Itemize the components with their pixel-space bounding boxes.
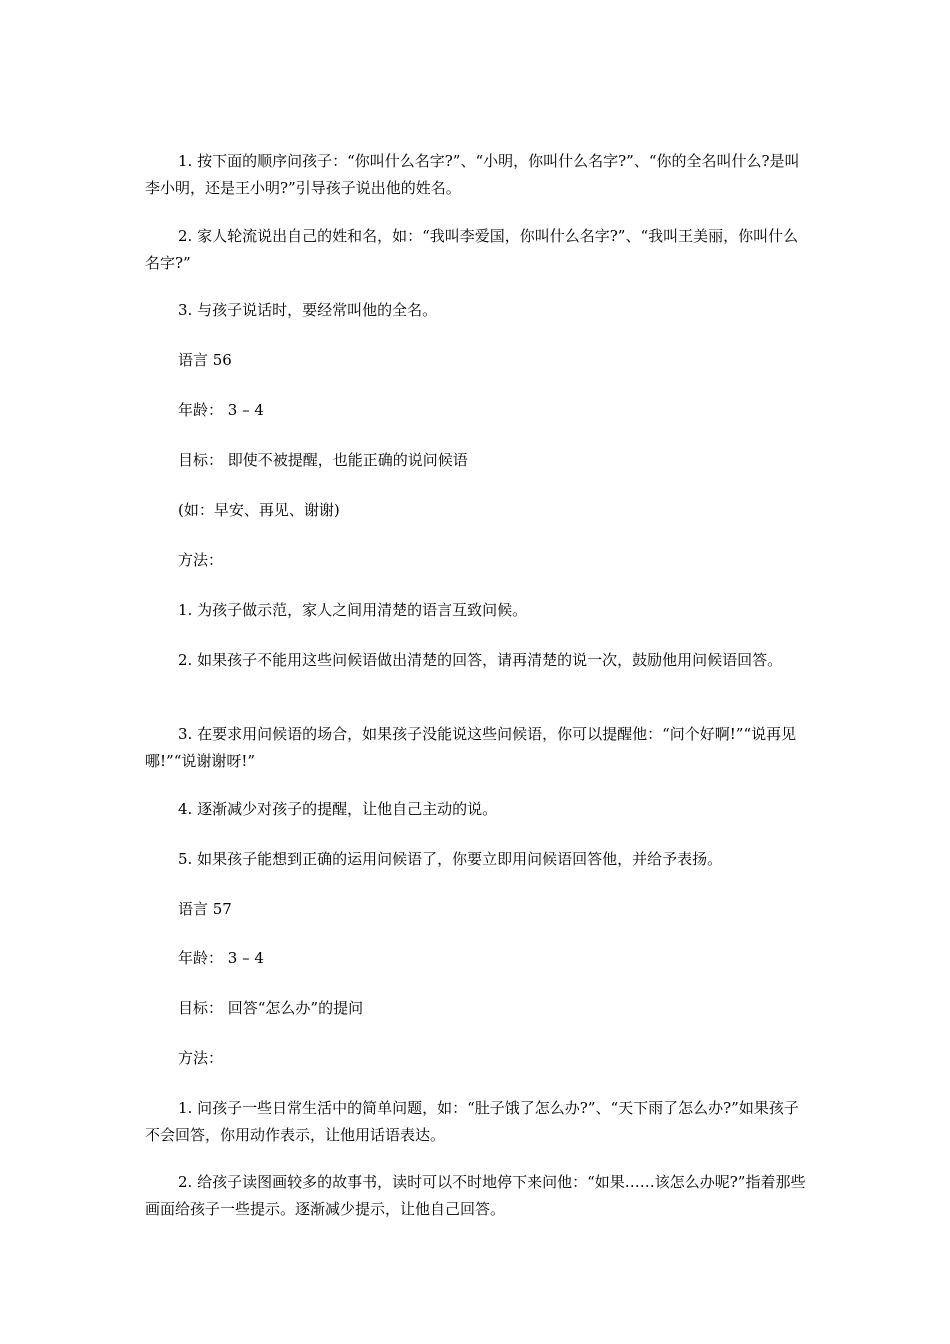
method-step-2-56: 2. 如果孩子不能用这些问候语做出清楚的回答，请再清楚的说一次，鼓励他用问候语回答。 <box>178 651 783 669</box>
method-step-4-56: 4. 逐渐减少对孩子的提醒，让他自己主动的说。 <box>178 800 498 818</box>
section-heading-language-57: 语言 57 <box>178 900 232 918</box>
paragraph-full-name: 3. 与孩子说话时，要经常叫他的全名。 <box>178 301 438 319</box>
method-step-1-57: 1. 问孩子一些日常生活中的简单问题，如：“肚子饿了怎么办?”、“天下雨了怎么办?”如果孩子不会回答，你用动作表示，让他用话语表达。 <box>145 1099 799 1144</box>
method-step-2-57: 2. 给孩子读图画较多的故事书，读时可以不时地停下来问他：“如果……该怎么办呢?”指着那些画面给孩子一些提示。逐渐减少提示，让他自己回答。 <box>145 1173 806 1218</box>
paragraph-family-names: 2. 家人轮流说出自己的姓和名，如：“我叫李爱国，你叫什么名字?”、“我叫王美丽，你叫什么名字?” <box>145 227 799 272</box>
method-label-57: 方法： <box>178 1049 224 1067</box>
method-label-56: 方法： <box>178 551 224 569</box>
goal-examples-56: (如：早安、再见、谢谢) <box>178 501 340 519</box>
method-step-3-56: 3. 在要求用问候语的场合，如果孩子没能说这些问候语，你可以提醒他：“问个好啊!”“说再见哪!”“说谢谢呀!” <box>145 725 797 770</box>
age-label-56: 年龄： 3 – 4 <box>178 401 264 419</box>
method-step-5-56: 5. 如果孩子能想到正确的运用问候语了，你要立即用问候语回答他，并给予表扬。 <box>178 850 723 868</box>
method-step-1-56: 1. 为孩子做示范，家人之间用清楚的语言互致问候。 <box>178 601 528 619</box>
paragraph-ask-name: 1. 按下面的顺序问孩子：“你叫什么名字?”、“小明，你叫什么名字?”、“你的全名叫什么?是叫李小明，还是王小明?”引导孩子说出他的姓名。 <box>145 152 800 197</box>
age-label-57: 年龄： 3 – 4 <box>178 949 264 967</box>
goal-label-56: 目标： 即使不被提醒，也能正确的说问候语 <box>178 451 468 469</box>
goal-label-57: 目标： 回答“怎么办”的提问 <box>178 999 364 1017</box>
section-heading-language-56: 语言 56 <box>178 351 232 369</box>
